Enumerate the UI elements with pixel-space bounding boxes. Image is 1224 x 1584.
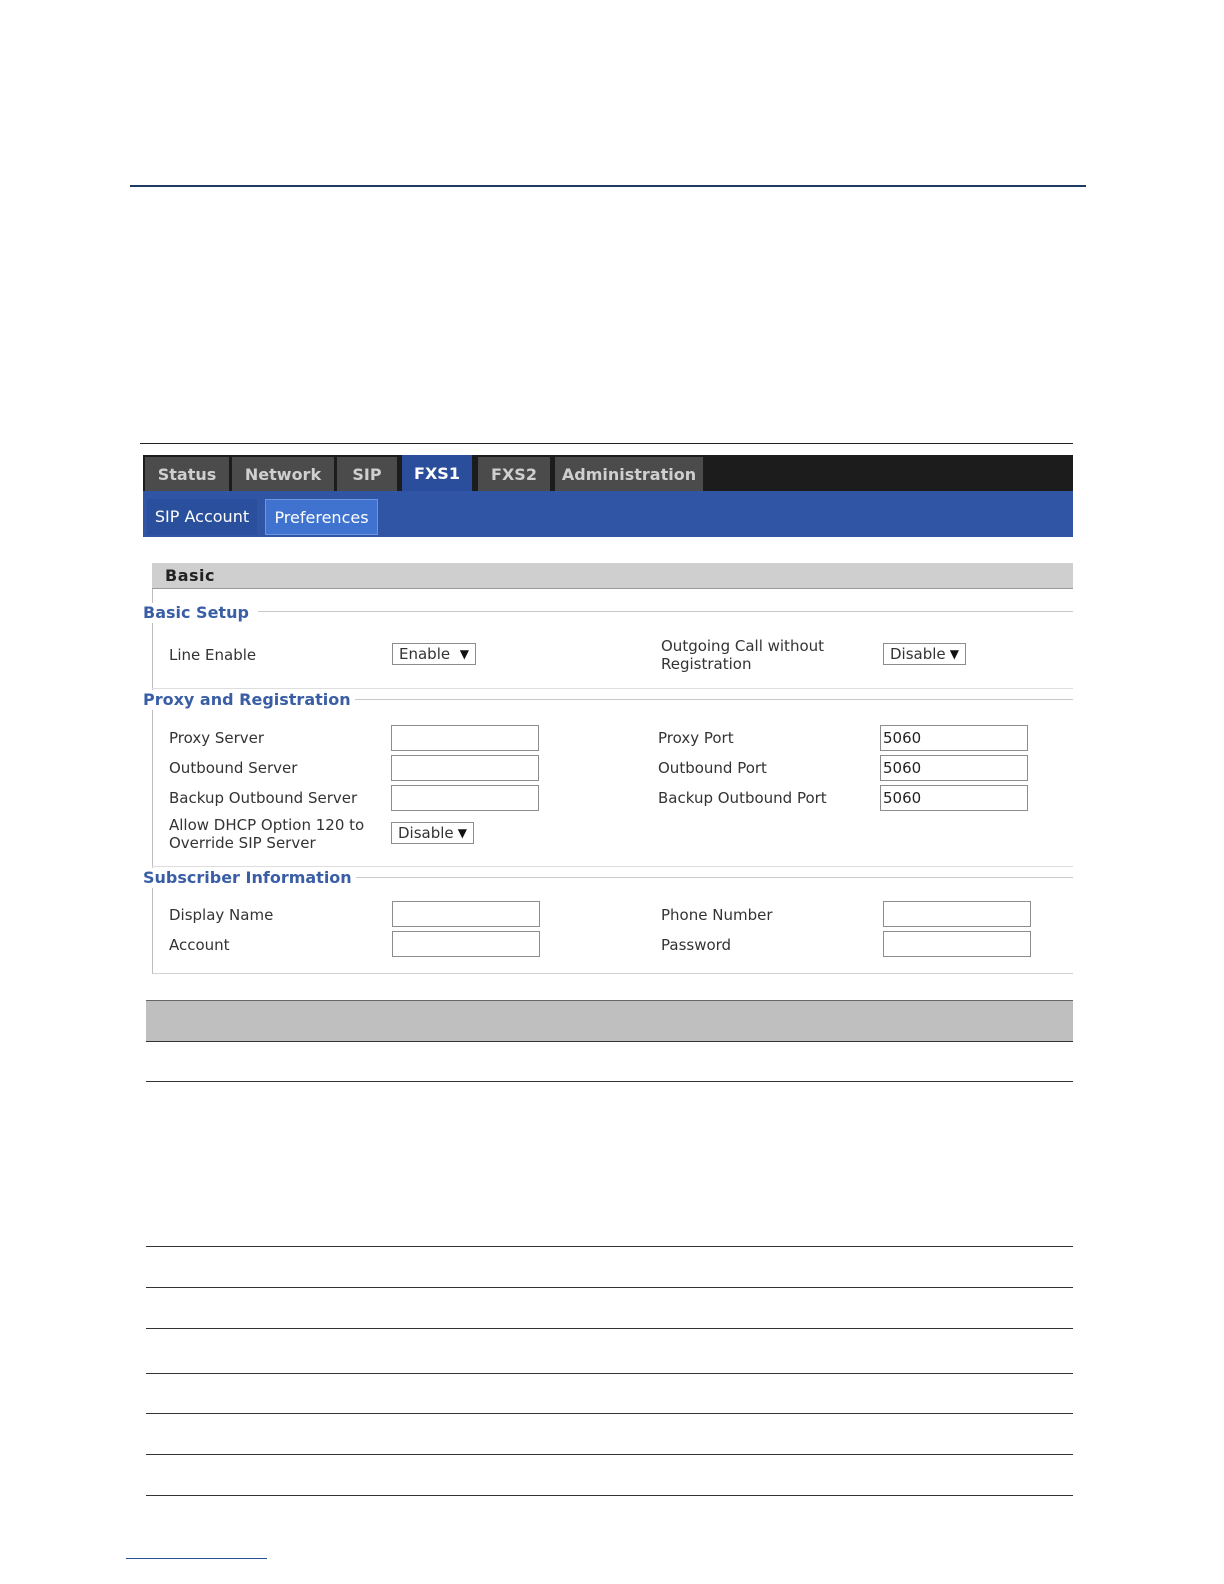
main-tab-bar [143,455,1073,491]
display-name-input[interactable] [392,901,540,927]
table-row-divider [146,1041,1073,1042]
password-label: Password [661,936,732,954]
outbound-port-label: Outbound Port [658,759,767,777]
tab-administration[interactable]: Administration [555,457,703,491]
basic-setup-title: Basic Setup [143,603,253,623]
dhcp-option-label-line1: Allow DHCP Option 120 to [169,816,365,834]
table-row-divider [146,1081,1073,1082]
outbound-port-input[interactable] [880,755,1028,781]
tab-network[interactable]: Network [232,457,334,491]
subtab-preferences[interactable]: Preferences [265,499,378,535]
account-label: Account [169,936,230,954]
backup-outbound-server-input[interactable] [391,785,539,811]
tab-status[interactable]: Status [145,457,229,491]
dhcp-option-select[interactable] [391,822,474,844]
subtab-sip-account[interactable]: SIP Account [147,499,257,535]
outgoing-call-label [661,637,824,673]
dhcp-option-label-line2: Override SIP Server [169,834,316,852]
outgoing-call-select[interactable] [883,643,966,665]
section-divider [352,877,1073,878]
backup-outbound-port-label: Backup Outbound Port [658,789,827,807]
outbound-server-label: Outbound Server [169,759,298,777]
table-row-divider [146,1287,1073,1288]
table-header [146,1000,1073,1042]
section-divider [348,699,1073,700]
password-input[interactable] [883,931,1031,957]
table-row-divider [146,1328,1073,1329]
tab-fxs2[interactable]: FXS2 [478,457,550,491]
section-divider [258,611,1073,612]
table-row-divider [146,1495,1073,1496]
table-row-divider [146,1373,1073,1374]
tab-sip[interactable]: SIP [337,457,397,491]
screenshot-top-rule [140,443,1073,444]
proxy-registration-title: Proxy and Registration [143,690,355,710]
table-row-divider [146,1413,1073,1414]
table-row-divider [146,1454,1073,1455]
proxy-server-input[interactable] [391,725,539,751]
dhcp-option-value: Disable [398,824,454,842]
section-separator [152,688,1073,689]
header-rule [130,185,1086,187]
proxy-port-label: Proxy Port [658,729,734,747]
account-input[interactable] [392,931,540,957]
backup-outbound-server-label: Backup Outbound Server [169,789,358,807]
tab-fxs1[interactable]: FXS1 [402,455,472,491]
proxy-server-label: Proxy Server [169,729,265,747]
outbound-server-input[interactable] [391,755,539,781]
backup-outbound-port-input[interactable] [880,785,1028,811]
outgoing-call-label-line1: Outgoing Call without [661,637,825,655]
outgoing-call-value: Disable [890,645,946,663]
basic-section-header: Basic [152,563,1073,589]
table-row-divider [146,1246,1073,1247]
dropdown-arrow-icon: ▼ [949,647,959,661]
phone-number-label: Phone Number [661,906,773,924]
footer-rule [126,1558,267,1559]
display-name-label: Display Name [169,906,274,924]
dropdown-arrow-icon: ▼ [459,647,469,661]
line-enable-label: Line Enable [169,646,257,664]
dhcp-option-label [169,816,364,852]
line-enable-value: Enable [399,645,451,663]
sub-tab-bar [143,491,1073,537]
section-separator [152,866,1073,867]
subscriber-info-title: Subscriber Information [143,868,356,888]
line-enable-select[interactable] [392,643,476,665]
proxy-port-input[interactable] [880,725,1028,751]
phone-number-input[interactable] [883,901,1031,927]
outgoing-call-label-line2: Registration [661,655,752,673]
dropdown-arrow-icon: ▼ [457,826,467,840]
